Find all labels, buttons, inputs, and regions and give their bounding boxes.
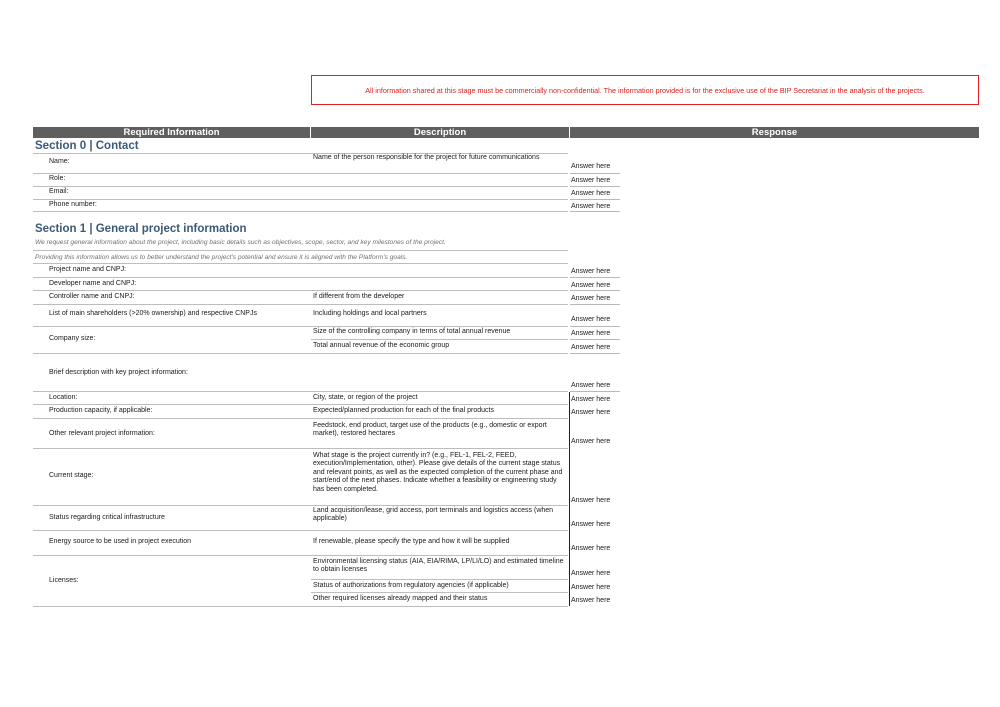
row-label: Company size: bbox=[49, 335, 96, 342]
divider bbox=[311, 579, 568, 580]
row-description: Expected/planned production for each of the final products bbox=[313, 407, 494, 414]
divider bbox=[311, 592, 568, 593]
row-label: Phone number: bbox=[49, 201, 97, 208]
section-0-title: Section 0 | Contact bbox=[35, 140, 139, 152]
header-description: Description bbox=[311, 127, 569, 138]
divider bbox=[33, 326, 568, 327]
divider bbox=[33, 290, 568, 291]
row-description: Status of authorizations from regulatory agencies (if applicable) bbox=[313, 582, 509, 589]
row-description: Including holdings and local partners bbox=[313, 310, 427, 317]
header-required-information: Required Information bbox=[33, 127, 310, 138]
section-1-intro: We request general information about the project, including basic details such as objectives, scope, sector, and key milestones of the project. bbox=[35, 239, 446, 246]
row-label: Name: bbox=[49, 158, 70, 165]
row-description: If different from the developer bbox=[313, 293, 405, 300]
row-description: Environmental licensing status (AIA, EIA/RIMA, LP/LI/LO) and estimated timeline to obtain licenses bbox=[313, 558, 564, 574]
section-1-intro: Providing this information allows us to better understand the project's potential and ensure it is aligned with the Platform's goals. bbox=[35, 254, 408, 261]
answer-underline bbox=[570, 326, 620, 327]
answer-field[interactable]: Answer here bbox=[571, 409, 611, 416]
divider bbox=[33, 353, 568, 354]
divider bbox=[33, 250, 568, 251]
response-column-border bbox=[569, 392, 570, 606]
answer-field[interactable]: Answer here bbox=[571, 382, 611, 389]
row-description: Feedstock, end product, target use of the products (e.g., domestic or export market), restored hectares bbox=[313, 422, 547, 438]
row-label: List of main shareholders (>20% ownership) and respective CNPJs bbox=[49, 310, 257, 317]
row-description: Land acquisition/lease, grid access, port terminals and logistics access (when applicable) bbox=[313, 507, 554, 523]
divider bbox=[33, 448, 568, 449]
row-description: If renewable, please specify the type and how it will be supplied bbox=[313, 538, 510, 545]
answer-field[interactable]: Answer here bbox=[571, 570, 611, 577]
answer-field[interactable]: Answer here bbox=[571, 584, 611, 591]
answer-field[interactable]: Answer here bbox=[571, 597, 611, 604]
answer-underline bbox=[570, 290, 620, 291]
row-label: Current stage: bbox=[49, 472, 94, 479]
confidentiality-notice: All information shared at this stage must be commercially non-confidential. The information provided is for the exclusive use of the BIP Secretariat in the analysis of the projects. bbox=[311, 75, 979, 105]
row-label: Project name and CNPJ: bbox=[49, 266, 127, 273]
answer-field[interactable]: Answer here bbox=[571, 330, 611, 337]
answer-underline bbox=[570, 391, 620, 392]
answer-field[interactable]: Answer here bbox=[571, 295, 611, 302]
row-label: Role: bbox=[49, 175, 66, 182]
header-response: Response bbox=[570, 127, 979, 138]
answer-underline bbox=[570, 199, 620, 200]
answer-field[interactable]: Answer here bbox=[571, 316, 611, 323]
answer-underline bbox=[570, 339, 620, 340]
answer-underline bbox=[570, 186, 620, 187]
row-label: Brief description with key project information: bbox=[49, 369, 188, 376]
divider bbox=[33, 211, 568, 212]
row-label: Location: bbox=[49, 394, 78, 401]
divider bbox=[33, 277, 568, 278]
row-label: Production capacity, if applicable: bbox=[49, 407, 153, 414]
answer-underline bbox=[570, 173, 620, 174]
row-label: Developer name and CNPJ: bbox=[49, 280, 137, 287]
divider bbox=[33, 505, 568, 506]
row-description: Size of the controlling company in terms of total annual revenue bbox=[313, 328, 511, 335]
answer-field[interactable]: Answer here bbox=[571, 545, 611, 552]
row-label: Status regarding critical infrastructure bbox=[49, 514, 165, 521]
row-description: What stage is the project currently in? (e.g., FEL-1, FEL-2, FEED, execution/Implementation, other). Please give details of the current stage status and relevant points, as well as the expected completion of the current phase and start/end of the next phases. Indicate whether a feasibility or engineering study has been completed. bbox=[313, 452, 563, 493]
answer-field[interactable]: Answer here bbox=[571, 163, 611, 170]
divider bbox=[33, 304, 568, 305]
answer-underline bbox=[570, 353, 620, 354]
divider bbox=[33, 173, 568, 174]
answer-field[interactable]: Answer here bbox=[571, 344, 611, 351]
answer-field[interactable]: Answer here bbox=[571, 282, 611, 289]
row-label: Licenses: bbox=[49, 577, 79, 584]
divider bbox=[33, 391, 568, 392]
divider bbox=[311, 339, 568, 340]
answer-field[interactable]: Answer here bbox=[571, 203, 611, 210]
answer-underline bbox=[570, 304, 620, 305]
answer-underline bbox=[570, 277, 620, 278]
row-description: Name of the person responsible for the project for future communications bbox=[313, 154, 540, 161]
answer-field[interactable]: Answer here bbox=[571, 438, 611, 445]
answer-field[interactable]: Answer here bbox=[571, 497, 611, 504]
divider bbox=[33, 404, 568, 405]
row-label: Email: bbox=[49, 188, 69, 195]
answer-field[interactable]: Answer here bbox=[571, 268, 611, 275]
row-label: Controller name and CNPJ: bbox=[49, 293, 135, 300]
answer-field[interactable]: Answer here bbox=[571, 521, 611, 528]
divider bbox=[33, 555, 568, 556]
row-label: Other relevant project information: bbox=[49, 430, 155, 437]
section-1-title: Section 1 | General project information bbox=[35, 223, 247, 235]
divider bbox=[33, 606, 568, 607]
answer-field[interactable]: Answer here bbox=[571, 177, 611, 184]
row-description: Other required licenses already mapped and their status bbox=[313, 595, 488, 602]
divider bbox=[33, 199, 568, 200]
row-description: Total annual revenue of the economic group bbox=[313, 342, 450, 349]
answer-underline bbox=[570, 211, 620, 212]
row-label: Energy source to be used in project execution bbox=[49, 538, 192, 545]
divider bbox=[33, 530, 568, 531]
divider bbox=[33, 263, 568, 264]
answer-field[interactable]: Answer here bbox=[571, 396, 611, 403]
divider bbox=[33, 186, 568, 187]
answer-field[interactable]: Answer here bbox=[571, 190, 611, 197]
divider bbox=[33, 418, 568, 419]
row-description: City, state, or region of the project bbox=[313, 394, 418, 401]
